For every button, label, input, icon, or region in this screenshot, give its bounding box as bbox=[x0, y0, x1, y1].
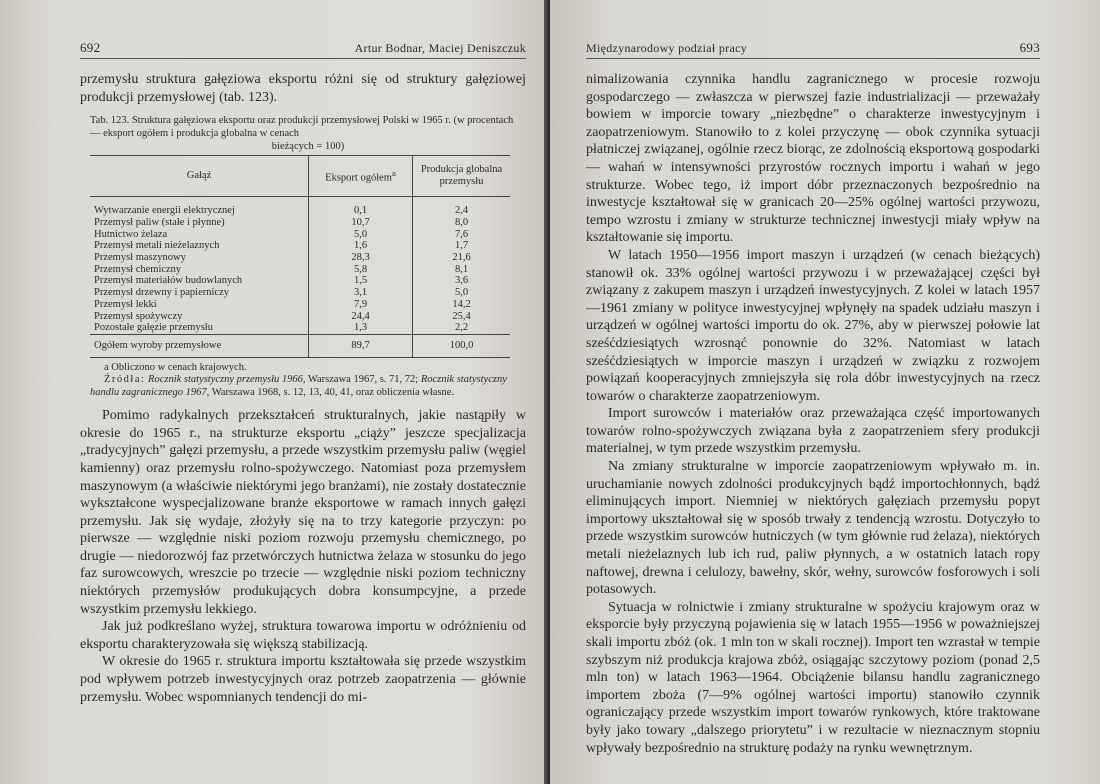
row-branch: Przemysł spożywczy bbox=[94, 310, 183, 322]
sources-ref1: Rocznik statystyczny przemysłu 1966 bbox=[148, 374, 303, 386]
row-branch: Wytwarzanie energii elektrycznej bbox=[94, 205, 235, 217]
row-production: 5,0 bbox=[413, 287, 511, 299]
row-export: 5,0 bbox=[309, 229, 413, 241]
left-paragraph-2: Jak już podkreślano wyżej, struktura towarowa importu w odróżnieniu od eksportu charakteryzowała się większą stabilizacją. bbox=[80, 619, 526, 652]
row-export: 1,3 bbox=[309, 322, 413, 334]
row-branch: Przemysł drzewny i papierniczy bbox=[94, 287, 229, 299]
table-row bbox=[90, 287, 510, 299]
table-row bbox=[90, 252, 510, 264]
row-production: 14,2 bbox=[413, 299, 511, 311]
header-branch: Gałąź bbox=[90, 156, 309, 197]
row-export: 3,1 bbox=[309, 287, 413, 299]
row-production: 8,1 bbox=[413, 264, 511, 276]
row-export: 1,6 bbox=[309, 240, 413, 252]
sources-ref2-details: , Warszawa 1968, s. 12, 13, 40, 41, oraz obliczenia własne. bbox=[206, 386, 455, 398]
table-row bbox=[90, 264, 510, 276]
row-export: 24,4 bbox=[309, 311, 413, 323]
header-export bbox=[309, 156, 413, 197]
row-branch: Przemysł materiałów budowlanych bbox=[94, 275, 243, 287]
row-production: 2,2 bbox=[413, 322, 511, 334]
row-production: 1,7 bbox=[413, 240, 511, 252]
left-page-number: 692 bbox=[80, 40, 101, 55]
table-sources bbox=[90, 374, 526, 399]
right-paragraph-5: Sytuacja w rolnictwie i zmiany strukturalne w spożyciu krajowym oraz w eksporcie były przyczyną pojawienia się w latach 1955—1956 w poważniejszej skali importu zbóż (ok. 1 mln ton w skali rocznej). Import ten wzrastał w tempie szybszym niż produkcja krajowa zbóż, osiągając szczytowy poziom (ponad 2,5 mln ton) w latach 1963—1964. Obciążenie bilansu handlu zagranicznego importem zboża (7—9% ogólnej wartości importu) stanowiło czynnik ograniczający przede wszystkim import towarów rynkowych, które traktowane były jako towary „dalszego priorytetu” i w rezultacie w nieznacznym stopniu wpływały bezpośrednio na strukturę podaży na rynku wewnętrznym. bbox=[586, 599, 1040, 756]
table-row bbox=[90, 299, 510, 311]
table-caption-line2: bieżących = 100) bbox=[271, 141, 345, 153]
row-production: 25,4 bbox=[413, 311, 511, 323]
left-running-head: Artur Bodnar, Maciej Deniszczuk bbox=[354, 41, 526, 55]
row-production: 2,4 bbox=[413, 197, 511, 217]
table-row bbox=[90, 275, 510, 287]
table-row bbox=[90, 217, 510, 229]
row-branch: Przemysł paliw (stałe i płynne) bbox=[94, 216, 225, 228]
row-production: 3,6 bbox=[413, 275, 511, 287]
table-row bbox=[90, 197, 510, 217]
left-running-header bbox=[80, 40, 526, 59]
left-paragraph-1: Pomimo radykalnych przekształceń strukturalnych, jakie nastąpiły w okresie do 1965 r., na strukturze eksportu „ciąży” jeszcze specjalizacja „tradycyjnych” gałęzi przemysłu, a przede wszystkim przemysłu paliw (węgiel kamienny) oraz przemysłu rolno-spożywczego. Natomiast poza przemysłem maszynowym (a właściwie niektórymi jego branżami), nie zostały dostatecznie wykształcone wyspecjalizowane branże eksportowe w ramach innych gałęzi przemysłu. Jak się wydaje, złożyły się na to trzy kategorie przyczyn: po pierwsze — względnie niski poziom rozwoju przemysłu chemicznego, po drugie — niedorozwój faz przetwórczych hutnictwa żelaza w stosunku do jego faz surowcowych, wreszcie po trzecie — względnie niski poziom techniczny niektórych przemysłów produkujących dobra konsumpcyjne, a przede wszystkim przemysłu lekkiego. bbox=[80, 408, 526, 617]
table-footnote: a Obliczono w cenach krajowych. bbox=[104, 361, 247, 373]
row-export: 10,7 bbox=[309, 217, 413, 229]
right-paragraph-3: Import surowców i materiałów oraz przeważająca część importowanych towarów rolno-spożywczych związana była z zaopatrzeniem sfery produkcji materialnej, w tym przede wszystkim przemysłu. bbox=[586, 406, 1040, 457]
sources-ref1-details: , Warszawa 1967, s. 71, 72; bbox=[302, 374, 419, 386]
row-production: 8,0 bbox=[413, 217, 511, 229]
total-export: 89,7 bbox=[309, 334, 413, 357]
left-intro-text: przemysłu struktura gałęziowa eksportu różni się od struktury gałęziowej produkcji przemysłowej (tab. 123). bbox=[80, 72, 526, 105]
row-export: 5,8 bbox=[309, 264, 413, 276]
right-paragraph-2: W latach 1950—1956 import maszyn i urządzeń (w cenach bieżących) stanowił ok. 33% ogólnej wartości przywozu i w przeważającej części był związany z zakupem maszyn i urządzeń inwestycyjnych. Z kolei w latach 1957—1961 zmiany w polityce inwestycyjnej wpłynęły na spadek udziału maszyn i urządzeń w ogólnej wartości importu do ok. 27%, aby w pierwszej połowie lat sześćdziesiątych wzrosnąć ponownie do 32%. Natomiast w latach sześćdziesiątych w imporcie maszyn i urządzeń w związku z rozwojem powiązań kooperacyjnych zmniejszyła się rola dóbr inwestycyjnych na rzecz towarów o charakterze zaopatrzeniowym. bbox=[586, 247, 1040, 404]
row-export: 28,3 bbox=[309, 252, 413, 264]
row-export: 7,9 bbox=[309, 299, 413, 311]
total-production: 100,0 bbox=[413, 334, 511, 357]
row-branch: Przemysł lekki bbox=[94, 298, 157, 310]
table-row bbox=[90, 311, 510, 323]
table-row bbox=[90, 229, 510, 241]
row-branch: Przemysł chemiczny bbox=[94, 263, 182, 275]
right-page bbox=[550, 0, 1100, 784]
table-total-row bbox=[90, 334, 510, 357]
header-export-text: Eksport ogółem bbox=[325, 172, 392, 184]
row-branch: Hutnictwo żelaza bbox=[94, 228, 168, 240]
right-running-header bbox=[586, 40, 1040, 59]
table-caption bbox=[90, 114, 526, 153]
right-page-number: 693 bbox=[1019, 40, 1040, 55]
row-production: 7,6 bbox=[413, 229, 511, 241]
table-row bbox=[90, 240, 510, 252]
row-export: 0,1 bbox=[309, 197, 413, 217]
right-paragraph-1: nimalizowania czynnika handlu zagranicznego w procesie rozwoju gospodarczego — zwłaszcza w pierwszej fazie industrializacji — przeważały bowiem w imporcie towary „niezbędne” o charakterze inwestycyjnym i zaopatrzeniowym. Stanowiło to z kolei przyczynę — obok czynnika sytuacji płatniczej związanej, ogólnie rzecz biorąc, ze zdolnością eksportową gospodarki — wahań w intensywności przyrostów rocznych importu i wahań w jego strukturze. Wobec tego, iż import dóbr przeznaczonych bezpośrednio na inwestycje kształtował się w granicach 20—25% ogólnej wartości przywozu, tempo wzrostu i zmiany w strukturze technicznej inwestycji miały wpływ na kształtowanie się importu. bbox=[586, 72, 1040, 246]
table-caption-line1: Tab. 123. Struktura gałęziowa eksportu oraz produkcji przemysłowej Polski w 1965 r. (w procentach — eksport ogółem i produkcja globalna w cenach bbox=[90, 115, 514, 140]
right-running-head: Międzynarodowy podział pracy bbox=[586, 41, 748, 55]
header-production: Produkcja globalna przemysłu bbox=[413, 156, 511, 197]
header-export-sup: a bbox=[391, 168, 396, 179]
row-export: 1,5 bbox=[309, 275, 413, 287]
row-branch: Pozostałe gałęzie przemysłu bbox=[94, 322, 213, 334]
table-123 bbox=[90, 155, 510, 357]
table-body bbox=[90, 197, 510, 335]
left-paragraph-3: W okresie do 1965 r. struktura importu kształtowała się przede wszystkim pod wpływem potrzeb inwestycyjnych oraz potrzeb zaopatrzenia — głównie przemysłu. Wobec wspomnianych tendencji do mi- bbox=[80, 654, 526, 705]
row-branch: Przemysł maszynowy bbox=[94, 252, 186, 263]
row-branch: Przemysł metali nieżelaznych bbox=[94, 240, 220, 252]
total-branch: Ogółem wyroby przemysłowe bbox=[90, 334, 309, 357]
table-notes bbox=[90, 362, 526, 400]
right-paragraph-4: Na zmiany strukturalne w imporcie zaopatrzeniowym wpływało m. in. uruchamianie nowych zdolności produkcyjnych bądź importochłonnych, bądź eliminujących import. Niemniej w niektórych gałęziach przemysłu popyt importowy ukształtował się w sposób trwały z tendencją wzrostu. Dotyczyło to przede wszystkim surowców hutniczych (w tym głównie rud żelaza), niektórych metali nieżelaznych lub ich rud, paliw płynnych, a w ostatnich latach ropy naftowej, drewna i celulozy, bawełny, skór, wełny, surowców fosforowych i soli potasowych. bbox=[586, 459, 1040, 598]
sources-label: Źródła: bbox=[104, 374, 146, 386]
row-production: 21,6 bbox=[413, 252, 511, 264]
table-header-row bbox=[90, 156, 510, 197]
sources-ref2: Rocznik statystyczny handlu zagranicznego 1967 bbox=[90, 374, 507, 398]
table-row bbox=[90, 322, 510, 334]
